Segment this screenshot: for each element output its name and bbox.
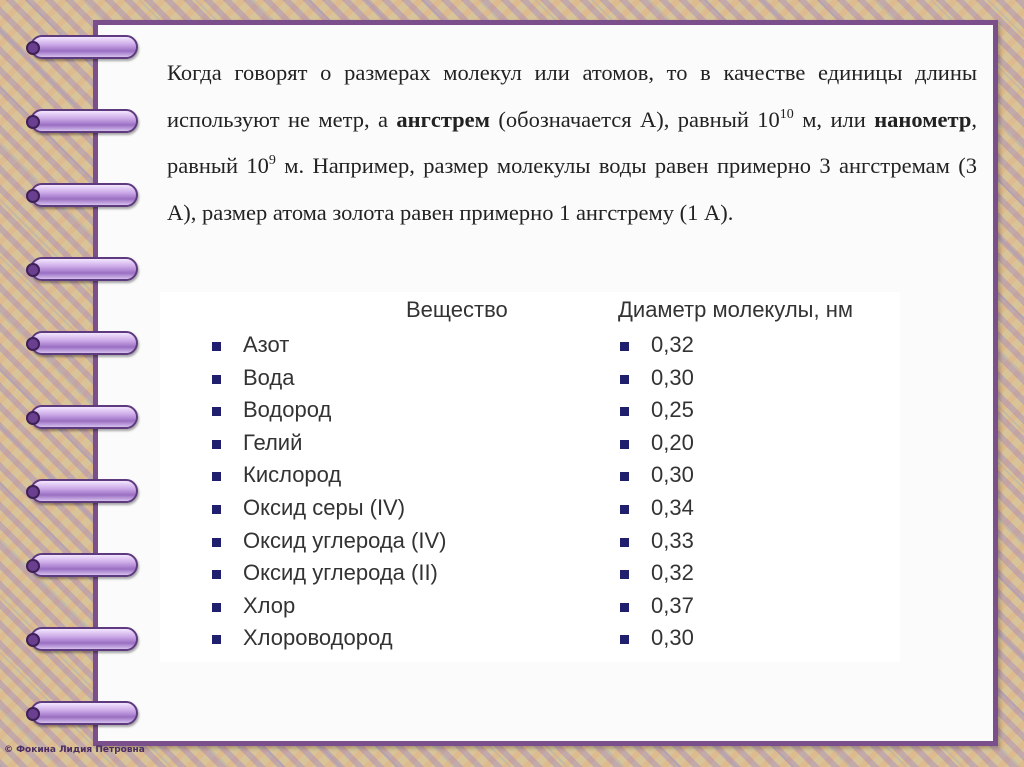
diameter-cell: 0,25 (651, 397, 694, 422)
substance-cell: Хлор (243, 593, 296, 618)
diameter-cell: 0,32 (651, 560, 694, 585)
substance-cell: Хлороводород (243, 625, 393, 650)
intro-paragraph (167, 50, 977, 236)
bullet-icon (212, 538, 221, 547)
diameter-cell: 0,33 (651, 528, 694, 553)
diameter-cell: 0,20 (651, 430, 694, 455)
diameter-cell: 0,32 (651, 332, 694, 357)
bullet-icon (620, 635, 629, 644)
bullet-icon (620, 375, 629, 384)
exponent: 9 (268, 153, 276, 168)
diameter-cell: 0,30 (651, 462, 694, 487)
binder-ring (30, 479, 138, 503)
binder-ring (30, 627, 138, 651)
paragraph-text: м. Например, размер молекулы воды равен примерно 3 ангстремам (3 А), размер атома золота равен примерно 1 ангстрему (1 А). (167, 153, 977, 225)
bullet-icon (620, 570, 629, 579)
substance-cell: Оксид углерода (IV) (243, 528, 447, 553)
bullet-icon (212, 635, 221, 644)
bullet-icon (212, 505, 221, 514)
binder-ring (30, 257, 138, 281)
binder-ring (30, 405, 138, 429)
substance-cell: Водород (243, 397, 332, 422)
paragraph-text: (обозначается А), равный 10 (490, 106, 780, 132)
paragraph-text: Когда говорят о размерах молекул или атомов, то в качестве единицы длины используют не метр, а (167, 60, 977, 132)
substance-cell: Вода (243, 365, 295, 390)
diameter-cell: 0,30 (651, 365, 694, 390)
bullet-icon (212, 603, 221, 612)
binder-ring (30, 331, 138, 355)
substance-cell: Кислород (243, 462, 342, 487)
paragraph-text: , равный 10 (167, 106, 977, 178)
exponent: 10 (779, 106, 794, 122)
bullet-icon (212, 570, 221, 579)
term-nanometer: нанометр (874, 106, 972, 132)
bullet-icon (212, 375, 221, 384)
header-diameter: Диаметр молекулы, нм (618, 297, 853, 322)
diameter-cell: 0,37 (651, 593, 694, 618)
binder-ring (30, 183, 138, 207)
bullet-icon (620, 472, 629, 481)
substance-cell: Азот (243, 332, 290, 357)
binder-ring (30, 701, 138, 725)
footer-credit: © Фокина Лидия Петровна (4, 745, 145, 755)
bullet-icon (212, 407, 221, 416)
header-substance: Вещество (406, 297, 508, 322)
binder-ring (30, 553, 138, 577)
bullet-icon (620, 342, 629, 351)
paragraph-text: м, или (793, 106, 875, 132)
binder-ring (30, 109, 138, 133)
substance-cell: Гелий (243, 430, 303, 455)
bullet-icon (620, 505, 629, 514)
bullet-icon (212, 342, 221, 351)
substance-cell: Оксид углерода (II) (243, 560, 438, 585)
diameter-cell: 0,30 (651, 625, 694, 650)
bullet-icon (212, 440, 221, 449)
bullet-icon (212, 472, 221, 481)
bullet-icon (620, 603, 629, 612)
binder-rings (30, 30, 150, 730)
binder-ring (30, 35, 138, 59)
term-angstrom: ангстрем (396, 106, 490, 132)
substance-cell: Оксид серы (IV) (243, 495, 406, 520)
bullet-icon (620, 407, 629, 416)
bullet-icon (620, 538, 629, 547)
diameter-cell: 0,34 (651, 495, 694, 520)
bullet-icon (620, 440, 629, 449)
